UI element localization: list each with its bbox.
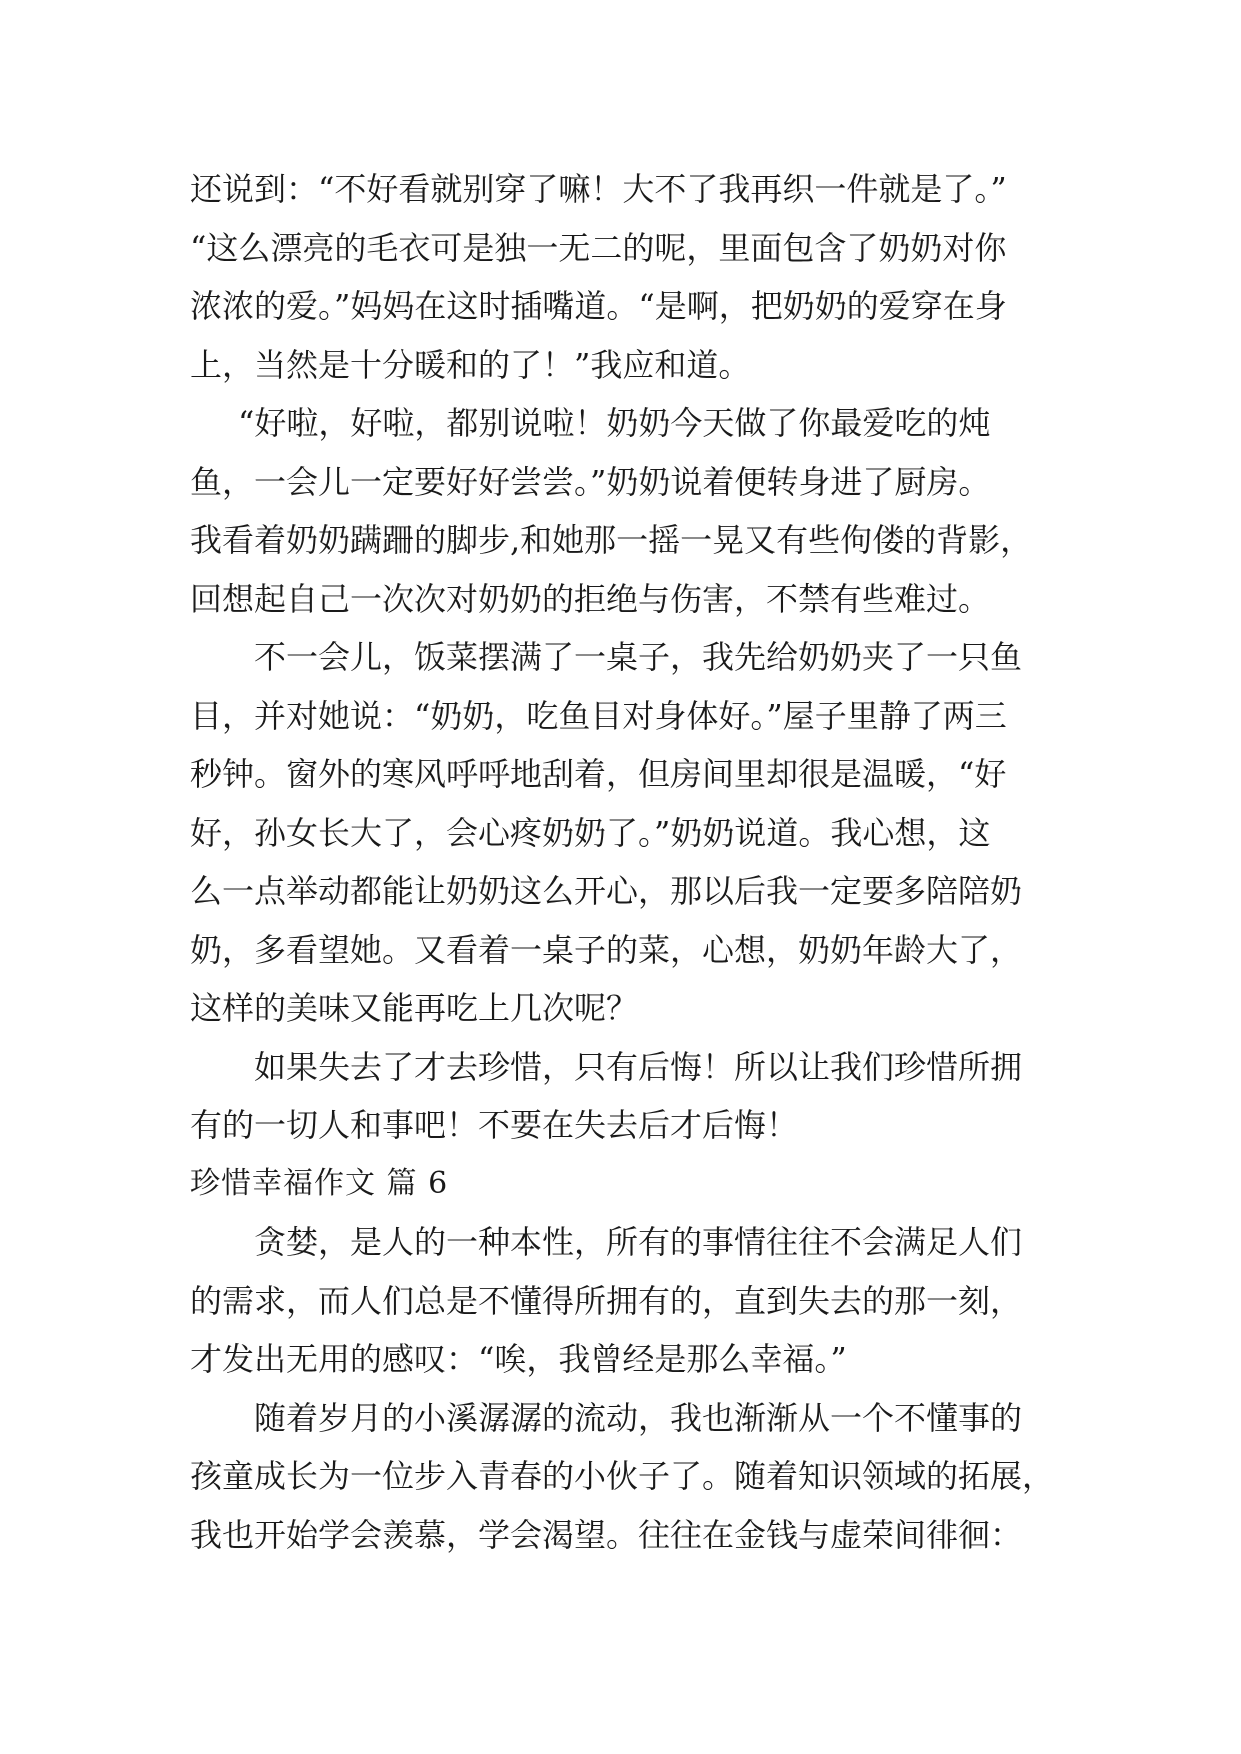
text-line: 秒钟。窗外的寒风呼呼地刮着，但房间里却很是温暖，“好 [190,755,1007,793]
text-line: 我看着奶奶蹒跚的脚步,和她那一摇一晃又有些佝偻的背影， [190,521,1033,559]
text-line: 回想起自己一次次对奶奶的拒绝与伤害，不禁有些难过。 [190,579,991,618]
text-line: 这样的美味又能再吃上几次呢？ [190,989,639,1027]
paragraph-start: “好啦，好啦，都别说啦！奶奶今天做了你最爱吃的炖 [238,404,991,442]
document-page [190,160,1060,1564]
paragraph-start: 贪婪，是人的一种本性，所有的事情往往不会满足人们 [254,1223,1023,1261]
text-line: 鱼，一会儿一定要好好尝尝。”奶奶说着便转身进了厨房。 [190,462,991,501]
text-line: “这么漂亮的毛衣可是独一无二的呢，里面包含了奶奶对你 [190,228,1007,267]
text-line: 我也开始学会羡慕，学会渴望。往往在金钱与虚荣间徘徊： [190,1515,1023,1554]
section-heading: 珍惜幸福作文 篇 6 [190,1165,449,1201]
text-line: 浓浓的爱。”妈妈在这时插嘴道。“是啊，把奶奶的爱穿在身 [190,287,1007,325]
text-line: 上，当然是十分暖和的了！”我应和道。 [190,345,751,384]
paragraph-start: 随着岁月的小溪潺潺的流动，我也渐渐从一个不懂事的 [254,1398,1023,1437]
text-line: 好，孙女长大了，会心疼奶奶了。”奶奶说道。我心想，这 [190,813,991,852]
text-line: 孩童成长为一位步入青春的小伙子了。随着知识领域的拓展， [190,1457,1055,1495]
text-line: 么一点举动都能让奶奶这么开心，那以后我一定要多陪陪奶 [190,872,1023,910]
text-line: 有的一切人和事吧！不要在失去后才后悔！ [190,1106,799,1144]
text-line: 的需求，而人们总是不懂得所拥有的，直到失去的那一刻， [190,1281,1023,1320]
paragraph-start: 如果失去了才去珍惜，只有后悔！所以让我们珍惜所拥 [254,1047,1023,1086]
text-line: 才发出无用的感叹：“唉，我曾经是那么幸福。” [190,1340,847,1378]
text-line: 还说到：“不好看就别穿了嘛！大不了我再织一件就是了。” [190,170,1007,208]
text-line: 奶，多看望她。又看着一桌子的菜，心想，奶奶年龄大了， [190,930,1023,969]
text-line: 目，并对她说：“奶奶，吃鱼目对身体好。”屋子里静了两三 [190,696,1007,735]
paragraph-start: 不一会儿，饭菜摆满了一桌子，我先给奶奶夹了一只鱼 [254,638,1023,676]
